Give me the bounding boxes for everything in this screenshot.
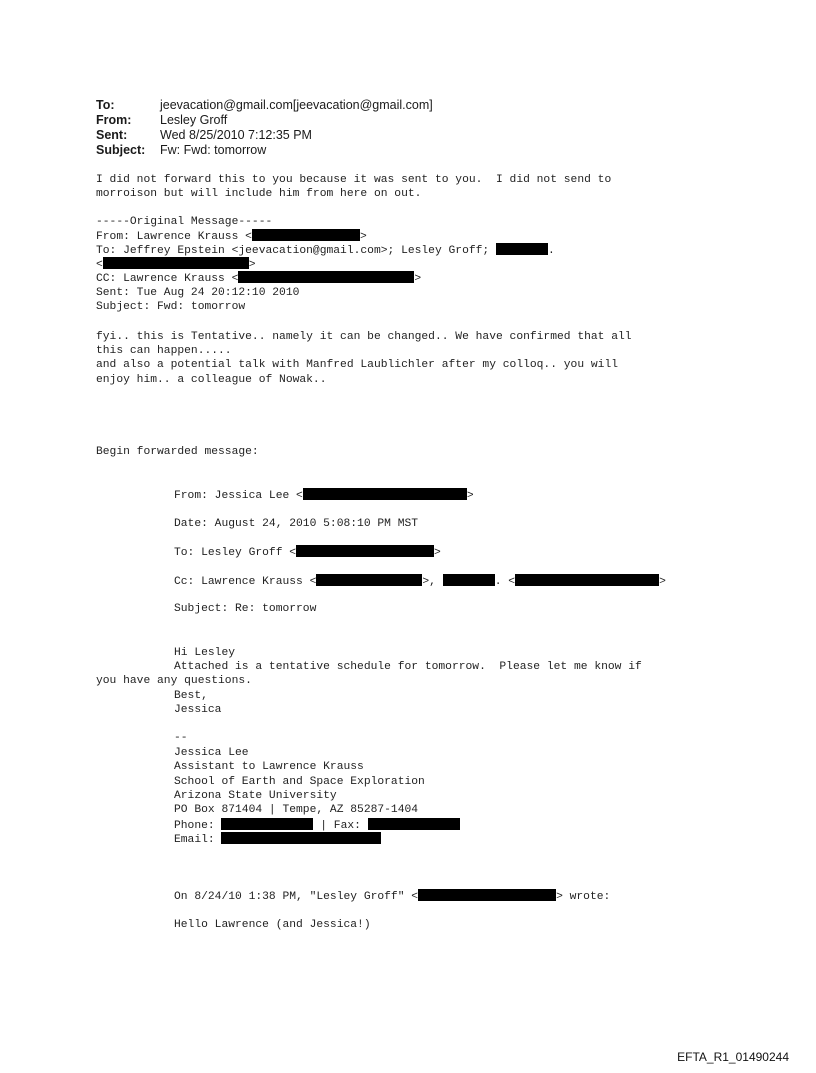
redaction-bar [515,574,659,586]
redaction-bar [368,818,460,830]
original-to-text: To: Jeffrey Epstein <jeevacation@gmail.com>; Lesley Groff; [96,245,490,257]
sig-school: School of Earth and Space Exploration [174,776,425,788]
body-line: fyi.. this is Tentative.. namely it can be changed.. We have confirmed that all [96,331,632,343]
reply-closing: Best, [174,690,208,702]
document-id: EFTA_R1_01490244 [677,1050,789,1064]
original-to-cont: < > [96,259,256,271]
begin-forwarded: Begin forwarded message: [96,446,259,458]
quote-prefix: On 8/24/10 1:38 PM, "Lesley Groff" < [174,891,419,903]
fwd-date: Date: August 24, 2010 5:08:10 PM MST [174,518,419,530]
to-label: To: [96,98,115,112]
sent-value: Wed 8/25/2010 7:12:35 PM [160,128,312,142]
sig-phone-label: Phone: [174,820,215,832]
reply-line: Attached is a tentative schedule for tomorrow. Please let me know if [174,661,642,673]
redaction-bar [252,229,360,241]
sig-university: Arizona State University [174,790,337,802]
body-line: enjoy him.. a colleague of Nowak.. [96,374,327,386]
redaction-bar [316,574,422,586]
redaction-bar [238,271,414,283]
fwd-to: To: Lesley Groff < > [174,547,441,559]
original-cc: CC: Lawrence Krauss < > [96,273,422,285]
body-line: and also a potential talk with Manfred Laublichler after my colloq.. you will [96,359,619,371]
redaction-bar [496,243,548,255]
body-line: this can happen..... [96,345,232,357]
subject-label: Subject: [96,143,146,157]
sig-address: PO Box 871404 | Tempe, AZ 85287-1404 [174,804,419,816]
sig-name: Jessica Lee [174,747,249,759]
to-value: jeevacation@gmail.com[jeevacation@gmail.com] [160,98,433,112]
quote-attribution [174,889,610,905]
fwd-cc: Cc: Lawrence Krauss < >, . < > [174,576,666,588]
original-from: From: Lawrence Krauss < > [96,231,367,243]
redaction-bar [303,488,467,500]
fwd-cc-text: Cc: Lawrence Krauss < [174,576,317,588]
original-to: To: Jeffrey Epstein <jeevacation@gmail.com>; Lesley Groff; . [96,245,555,257]
subject-value: Fw: Fwd: tomorrow [160,143,267,157]
redaction-bar [296,545,434,557]
sig-email-label: Email: [174,834,215,846]
redaction-bar [418,889,556,901]
redaction-bar [103,257,249,269]
sig-dashes: -- [174,732,188,744]
reply-name: Jessica [174,704,222,716]
fwd-subject: Subject: Re: tomorrow [174,603,317,615]
original-cc-text: CC: Lawrence Krauss < [96,273,239,285]
fwd-from: From: Jessica Lee < > [174,490,474,502]
sig-email [174,832,381,848]
original-subject: Subject: Fwd: tomorrow [96,301,246,313]
sig-fax-label: | Fax: [313,820,361,832]
sent-label: Sent: [96,128,128,142]
original-divider: -----Original Message----- [96,216,273,228]
fwd-from-text: From: Jessica Lee < [174,490,303,502]
from-label: From: [96,113,132,127]
fwd-to-text: To: Lesley Groff < [174,547,297,559]
original-from-text: From: Lawrence Krauss < [96,231,252,243]
redaction-bar [221,832,381,844]
sig-title: Assistant to Lawrence Krauss [174,761,364,773]
quote-hello: Hello Lawrence (and Jessica!) [174,919,371,931]
original-sent: Sent: Tue Aug 24 20:12:10 2010 [96,287,300,299]
redaction-bar [443,574,495,586]
redaction-bar [221,818,313,830]
from-value: Lesley Groff [160,113,228,127]
reply-line: you have any questions. [96,675,252,687]
reply-greeting: Hi Lesley [174,647,236,659]
quote-suffix: > wrote: [556,891,611,903]
intro-line: morroison but will include him from here on out. [96,188,422,200]
intro-line: I did not forward this to you because it was sent to you. I did not send to [96,174,612,186]
